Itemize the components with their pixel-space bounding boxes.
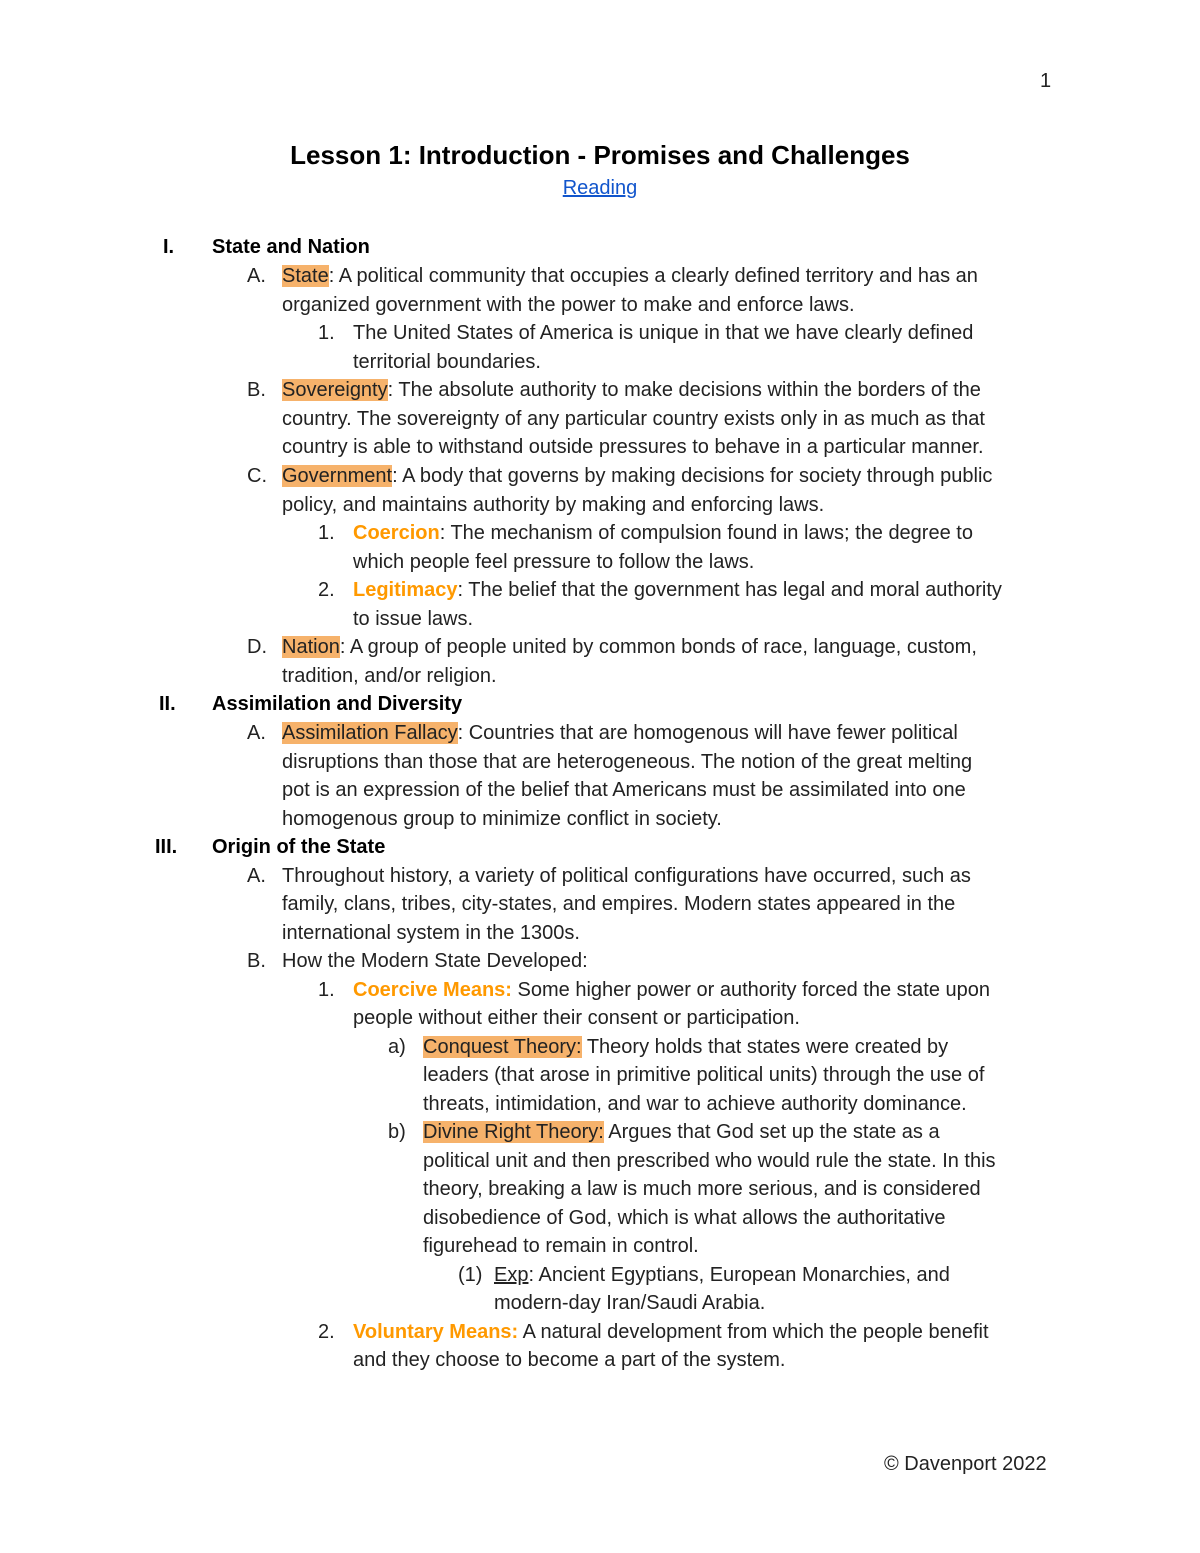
section-3-heading: Origin of the State xyxy=(212,836,386,858)
list-marker: 2. xyxy=(318,1321,335,1343)
list-marker: B. xyxy=(247,379,266,401)
list-marker: 2. xyxy=(318,579,335,601)
list-item: Coercion: The mechanism of compulsion found in laws; the degree to xyxy=(353,522,973,544)
list-item: Government: A body that governs by making decisions for society through public xyxy=(282,465,993,487)
list-item-continued: to issue laws. xyxy=(353,608,474,630)
list-item-continued: territorial boundaries. xyxy=(353,351,541,373)
list-item: Throughout history, a variety of political configurations have occurred, such as xyxy=(282,865,971,887)
section-1-number: I. xyxy=(163,236,175,258)
list-marker: C. xyxy=(247,465,267,487)
list-marker: D. xyxy=(247,636,267,658)
list-item-continued: which people feel pressure to follow the laws. xyxy=(353,551,755,573)
list-item-continued: country is able to withstand outside pressures to behave in a particular manner. xyxy=(282,436,984,458)
list-item-continued: threats, intimidation, and war to achieve authority dominance. xyxy=(423,1093,967,1115)
list-item: Coercive Means: Some higher power or authority forced the state upon xyxy=(353,979,991,1001)
list-item-continued: country. The sovereignty of any particular country exists only in as much as that xyxy=(282,408,985,430)
term-nation: Nation xyxy=(282,636,340,658)
term-divine-right-theory: Divine Right Theory: xyxy=(423,1121,604,1143)
page-number: 1 xyxy=(1040,70,1052,92)
reading-link[interactable]: Reading xyxy=(562,177,638,199)
list-item: Sovereignty: The absolute authority to make decisions within the borders of the xyxy=(282,379,981,401)
list-item-continued: organized government with the power to make and enforce laws. xyxy=(282,294,855,316)
list-item: Exp: Ancient Egyptians, European Monarchies, and xyxy=(494,1264,950,1286)
list-item-continued: international system in the 1300s. xyxy=(282,922,580,944)
term-assimilation-fallacy: Assimilation Fallacy xyxy=(282,722,458,744)
term-conquest-theory: Conquest Theory: xyxy=(423,1036,582,1058)
list-marker: b) xyxy=(388,1121,406,1143)
section-1-heading: State and Nation xyxy=(212,236,370,258)
list-item: Divine Right Theory: Argues that God set up the state as a xyxy=(423,1121,940,1143)
list-marker: (1) xyxy=(458,1264,483,1286)
list-marker: A. xyxy=(247,722,266,744)
list-item: Voluntary Means: A natural development from which the people benefit xyxy=(353,1321,989,1343)
term-state: State xyxy=(282,265,329,287)
list-marker: a) xyxy=(388,1036,406,1058)
section-2-heading: Assimilation and Diversity xyxy=(212,693,463,715)
list-marker: 1. xyxy=(318,522,335,544)
list-item: The United States of America is unique in that we have clearly defined xyxy=(353,322,974,344)
list-item: Conquest Theory: Theory holds that states were created by xyxy=(423,1036,949,1058)
term-sovereignty: Sovereignty xyxy=(282,379,388,401)
list-item-continued: family, clans, tribes, city-states, and empires. Modern states appeared in the xyxy=(282,893,956,915)
list-item-continued: and they choose to become a part of the system. xyxy=(353,1349,786,1371)
list-marker: 1. xyxy=(318,979,335,1001)
list-marker: B. xyxy=(247,950,266,972)
section-2-number: II. xyxy=(159,693,176,715)
list-item: State: A political community that occupies a clearly defined territory and has an xyxy=(282,265,978,287)
list-marker: 1. xyxy=(318,322,335,344)
list-item-continued: homogenous group to minimize conflict in society. xyxy=(282,808,722,830)
list-item-continued: pot is an expression of the belief that Americans must be assimilated into one xyxy=(282,779,966,801)
list-item: Nation: A group of people united by common bonds of race, language, custom, xyxy=(282,636,977,658)
list-item-continued: policy, and maintains authority by making and enforcing laws. xyxy=(282,494,825,516)
list-item: How the Modern State Developed: xyxy=(282,950,588,972)
list-item-continued: theory, breaking a law is much more serious, and is considered xyxy=(423,1178,981,1200)
list-item-continued: tradition, and/or religion. xyxy=(282,665,497,687)
term-coercion: Coercion xyxy=(353,522,440,544)
copyright-footer: © Davenport 2022 xyxy=(884,1453,1047,1475)
list-item: Legitimacy: The belief that the government has legal and moral authority xyxy=(353,579,1002,601)
list-item-continued: leaders (that arose in primitive political units) through the use of xyxy=(423,1064,985,1086)
list-item-continued: political unit and then prescribed who would rule the state. In this xyxy=(423,1150,996,1172)
list-item-continued: modern-day Iran/Saudi Arabia. xyxy=(494,1292,766,1314)
term-exp: Exp xyxy=(494,1264,529,1286)
section-3-number: III. xyxy=(155,836,178,858)
list-item-continued: people without either their consent or participation. xyxy=(353,1007,800,1029)
list-item-continued: disobedience of God, which is what allows the authoritative xyxy=(423,1207,946,1229)
term-government: Government xyxy=(282,465,393,487)
list-item-continued: disruptions than those that are heterogeneous. The notion of the great melting xyxy=(282,751,973,773)
list-marker: A. xyxy=(247,865,266,887)
list-item: Assimilation Fallacy: Countries that are homogenous will have fewer political xyxy=(282,722,958,744)
page-title: Lesson 1: Introduction - Promises and Challenges xyxy=(290,140,910,170)
term-voluntary-means: Voluntary Means: xyxy=(353,1321,519,1343)
list-item-continued: figurehead to remain in control. xyxy=(423,1235,699,1257)
list-marker: A. xyxy=(247,265,266,287)
term-coercive-means: Coercive Means: xyxy=(353,979,512,1001)
term-legitimacy: Legitimacy xyxy=(353,579,458,601)
